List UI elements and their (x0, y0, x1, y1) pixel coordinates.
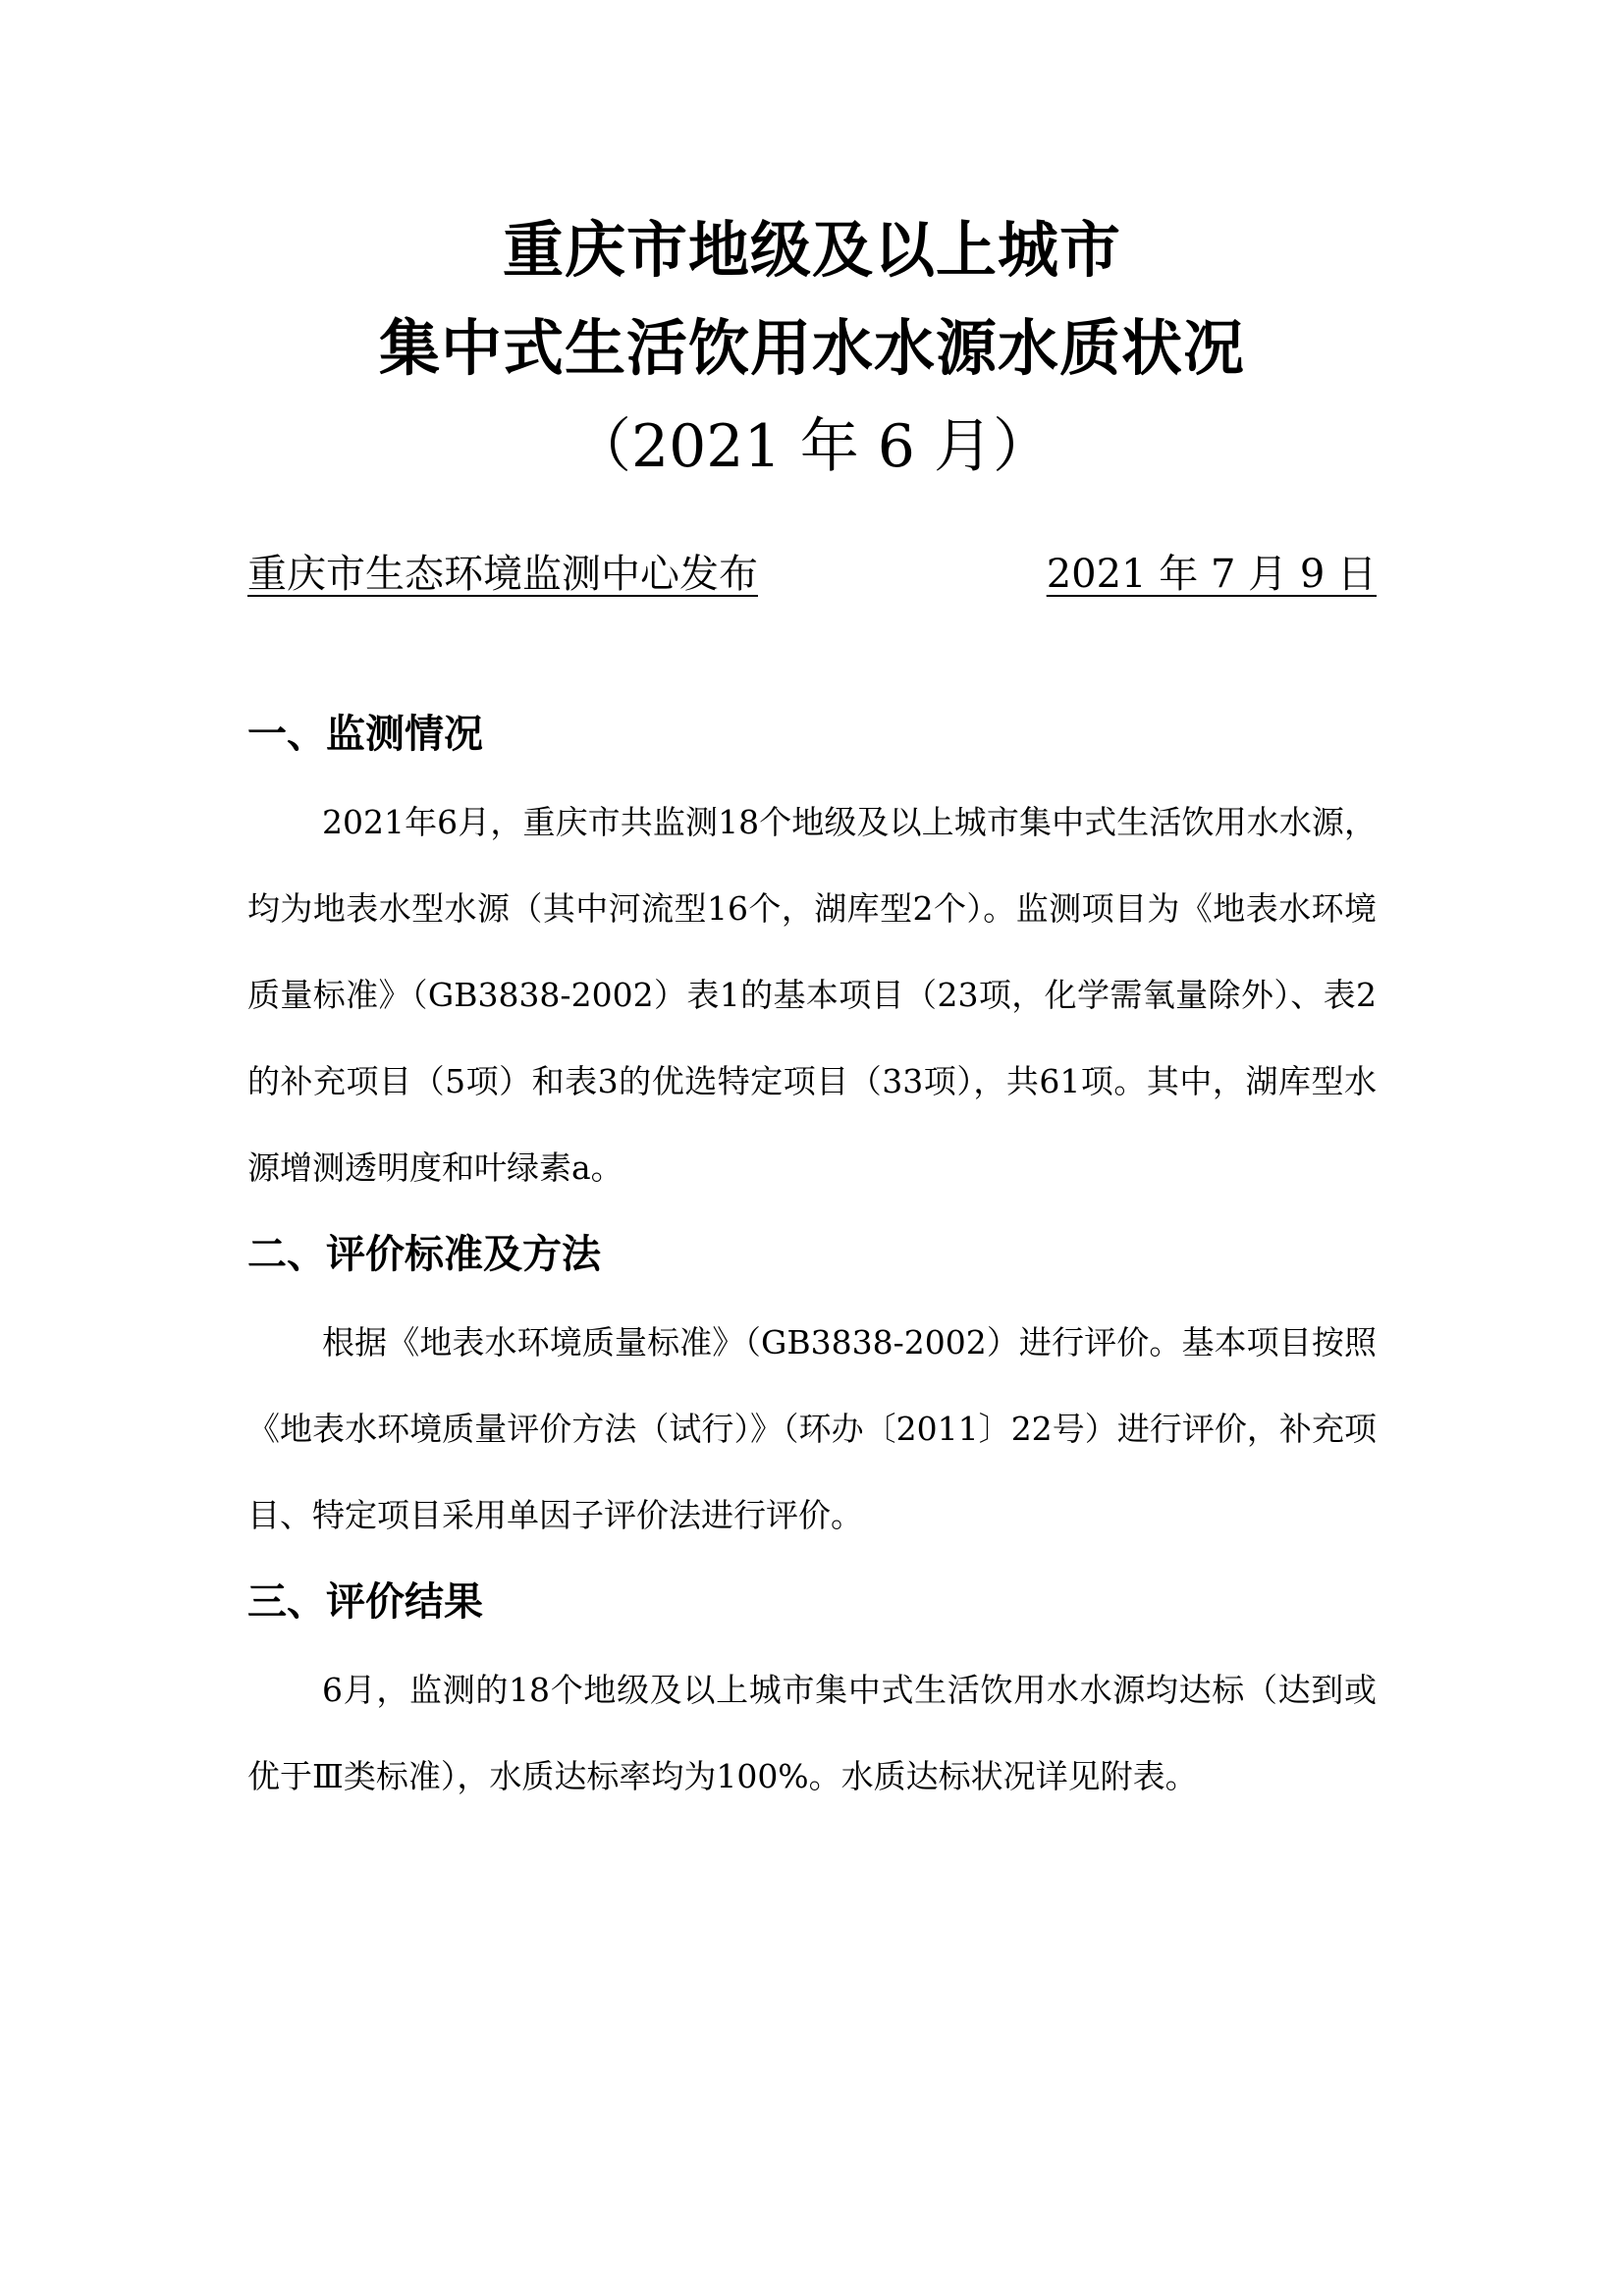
section-body-monitoring: 2021年6月，重庆市共监测18个地级及以上城市集中式生活饮用水水源，均为地表水型水源（其中河流型16个，湖库型2个）。监测项目为《地表水环境质量标准》（GB3838-2002）表1的基本项目（23项，化学需氧量除外）、表2的补充项目（5项）和表3的优选特定项目（33项），共61项。其中，湖库型水源增测透明度和叶绿素a。 (247, 803, 1377, 1187)
section-heading-monitoring: 一、监测情况 (247, 712, 483, 757)
document-body (247, 697, 1377, 1826)
document-title (0, 201, 1624, 496)
publisher-name: 重庆市生态环境监测中心发布 (247, 552, 758, 597)
section-body-results: 6月，监测的18个地级及以上城市集中式生活饮用水水源均达标（达到或优于Ⅲ类标准），水质达标率均为100%。水质达标状况详见附表。 (247, 1671, 1377, 1795)
section-body-evaluation-method: 根据《地表水环境质量标准》（GB3838-2002）进行评价。基本项目按照《地表水环境质量评价方法（试行）》（环办〔2011〕22号）进行评价，补充项目、特定项目采用单因子评价法进行评价。 (247, 1323, 1377, 1534)
publisher-row (247, 545, 1377, 604)
title-line-1: 重庆市地级及以上城市 (502, 214, 1121, 286)
title-period: （2021 年 6 月） (571, 412, 1053, 481)
section-heading-results: 三、评价结果 (247, 1579, 483, 1625)
title-line-2: 集中式生活饮用水水源水质状况 (378, 312, 1245, 384)
publish-date: 2021 年 7 月 9 日 (1046, 552, 1377, 597)
section-heading-evaluation-method: 二、评价标准及方法 (247, 1232, 601, 1277)
